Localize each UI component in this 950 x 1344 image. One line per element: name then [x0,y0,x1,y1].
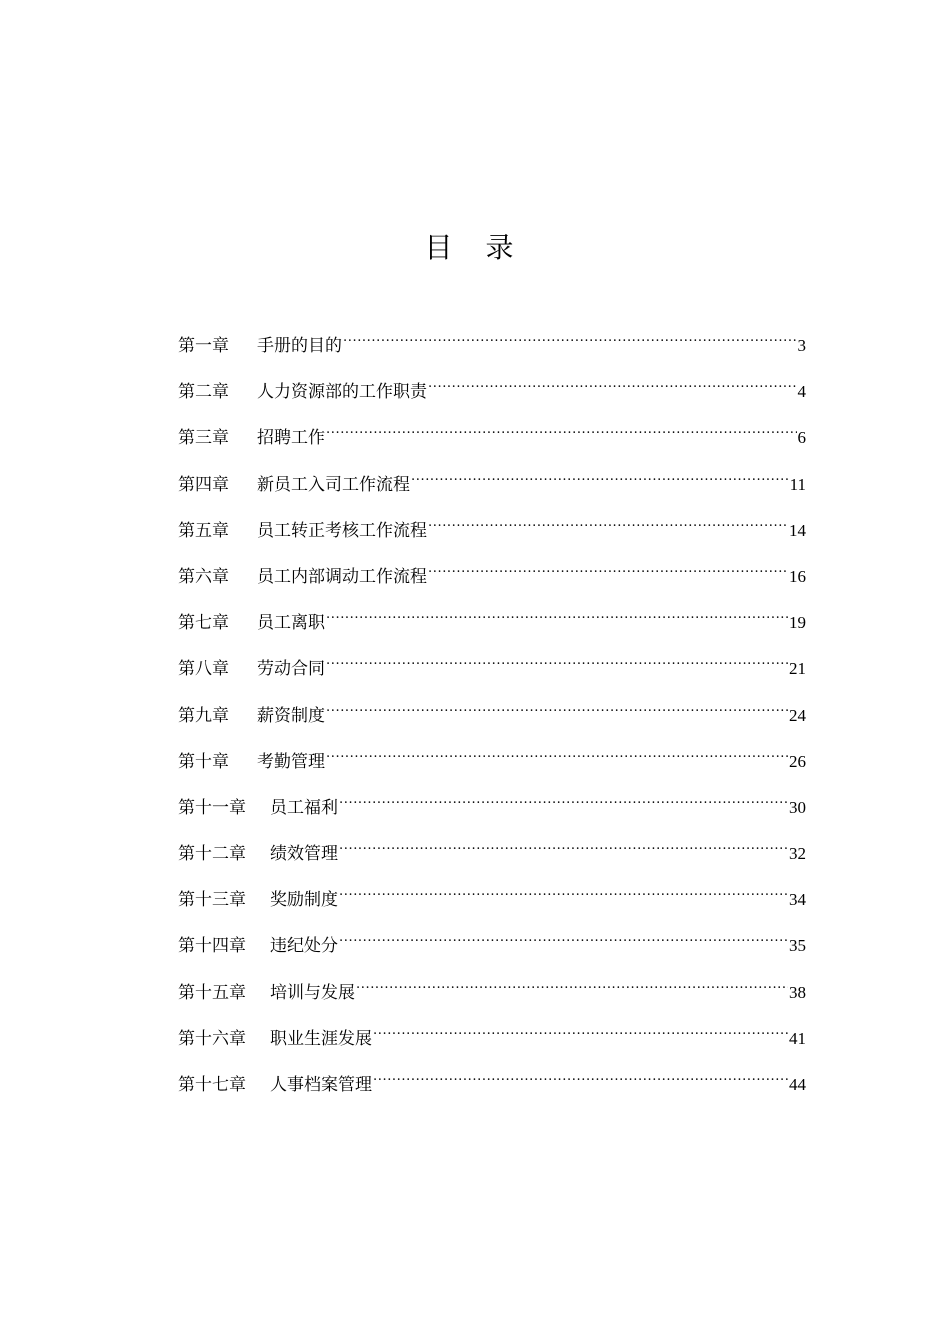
toc-page-number: 14 [789,520,806,540]
toc-chapter-number: 第二章 [178,382,229,403]
toc-chapter-number: 第八章 [178,659,229,680]
toc-chapter-title: 人事档案管理 [270,1075,372,1095]
toc-entry[interactable] [178,735,806,781]
toc-chapter-number: 第六章 [178,566,229,587]
toc-chapter-number: 第十三章 [178,890,246,911]
toc-entry[interactable] [178,550,806,596]
toc-chapter-number: 第五章 [178,520,229,541]
toc-dot-leader [326,735,788,767]
toc-entry[interactable] [178,873,806,919]
toc-entry[interactable] [178,1058,806,1104]
toc-chapter-title: 劳动合同 [257,659,325,680]
toc-chapter-title: 考勤管理 [257,751,325,772]
toc-chapter-number: 第十六章 [178,1028,246,1049]
toc-dot-leader [373,1012,788,1044]
toc-title: 目 录 [424,231,526,264]
toc-entry[interactable] [178,504,806,550]
toc-chapter-title: 新员工入司工作流程 [257,474,410,495]
toc-dot-leader [411,458,789,490]
toc-chapter-number: 第三章 [178,428,229,449]
toc-page-number: 30 [789,797,806,817]
toc-page-number: 38 [789,982,806,1002]
toc-entry[interactable] [178,966,806,1012]
toc-dot-leader [326,689,788,721]
toc-chapter-number: 第一章 [178,336,229,356]
toc-chapter-title: 人力资源部的工作职责 [257,382,427,403]
toc-chapter-title: 招聘工作 [257,428,325,449]
toc-page-number: 32 [789,844,806,864]
toc-dot-leader [339,781,788,813]
toc-dot-leader [428,365,797,397]
toc-page-number: 11 [789,474,806,494]
toc-entry[interactable] [178,458,806,504]
toc-chapter-number: 第十章 [178,751,229,772]
toc-dot-leader [326,596,788,628]
toc-chapter-title: 薪资制度 [257,705,325,726]
toc-dot-leader [356,966,788,998]
toc-chapter-number: 第七章 [178,613,229,634]
toc-dot-leader [373,1058,788,1090]
toc-entry[interactable] [178,596,806,642]
toc-entry[interactable] [178,642,806,688]
toc-chapter-title: 绩效管理 [270,844,338,865]
toc-chapter-title: 员工离职 [257,613,325,634]
toc-list [178,319,806,1104]
toc-chapter-number: 第十一章 [178,797,246,818]
toc-dot-leader [326,642,788,674]
toc-chapter-title: 员工福利 [270,797,338,818]
toc-dot-leader [339,827,788,859]
toc-chapter-title: 员工转正考核工作流程 [257,520,427,541]
toc-entry[interactable] [178,1012,806,1058]
toc-dot-leader [343,319,797,351]
toc-chapter-title: 手册的目的 [257,336,342,356]
toc-entry[interactable] [178,319,806,365]
toc-page-number: 3 [797,336,806,355]
toc-chapter-title: 职业生涯发展 [270,1028,372,1049]
toc-chapter-number: 第十七章 [178,1075,246,1095]
toc-page-number: 4 [797,382,806,402]
toc-page-number: 44 [789,1075,806,1094]
toc-entry[interactable] [178,689,806,735]
toc-entry[interactable] [178,781,806,827]
toc-entry[interactable] [178,919,806,965]
toc-page-number: 26 [789,751,806,771]
toc-chapter-title: 违纪处分 [270,936,338,957]
toc-chapter-number: 第十四章 [178,936,246,957]
toc-dot-leader [428,504,788,536]
toc-dot-leader [339,873,788,905]
toc-page-number: 19 [789,613,806,633]
toc-chapter-number: 第九章 [178,705,229,726]
toc-chapter-title: 奖励制度 [270,890,338,911]
toc-dot-leader [326,411,797,443]
toc-page-number: 35 [789,936,806,956]
toc-chapter-title: 培训与发展 [270,982,355,1003]
toc-chapter-number: 第十二章 [178,844,246,865]
toc-page-number: 6 [797,428,806,448]
toc-page-number: 41 [789,1028,806,1048]
toc-entry[interactable] [178,827,806,873]
toc-entry[interactable] [178,411,806,457]
toc-entry[interactable] [178,365,806,411]
toc-page-number: 21 [789,659,806,679]
toc-chapter-title: 员工内部调动工作流程 [257,566,427,587]
toc-dot-leader [428,550,788,582]
toc-chapter-number: 第四章 [178,474,229,495]
toc-chapter-number: 第十五章 [178,982,246,1003]
toc-page-number: 34 [789,890,806,910]
toc-dot-leader [339,919,788,951]
toc-page-number: 24 [789,705,806,725]
toc-page-number: 16 [789,566,806,586]
